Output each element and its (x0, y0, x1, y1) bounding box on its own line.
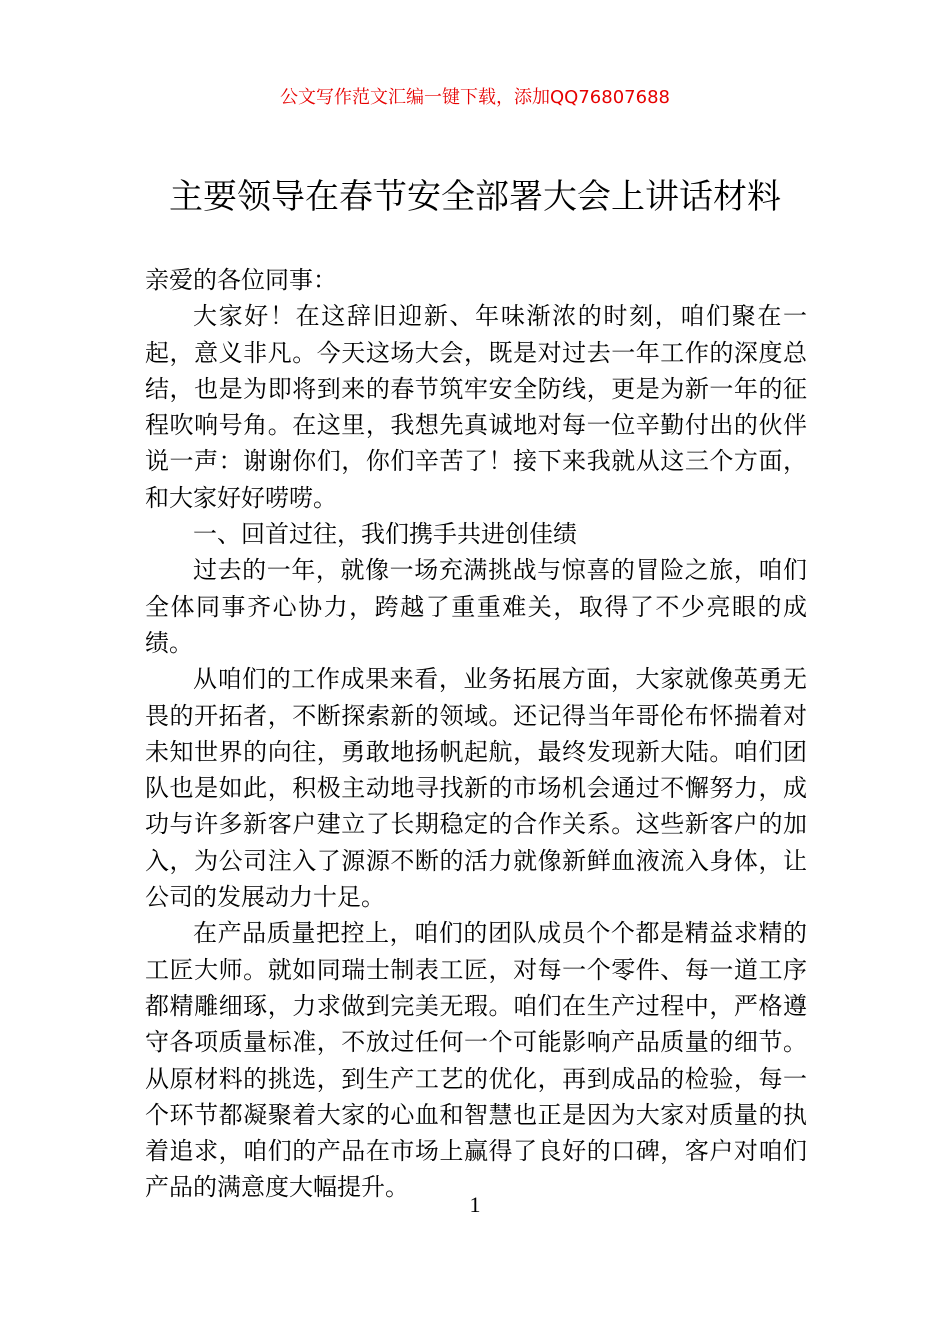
salutation: 亲爱的各位同事： (145, 266, 337, 294)
section-heading: 一、回首过往，我们携手共进创佳绩 (193, 520, 577, 549)
document-title: 主要领导在春节安全部署大会上讲话材料 (169, 177, 781, 217)
paragraph-opening: 大家好！在这辞旧迎新、年味渐浓的时刻，咱们聚在一起，意义非凡。今天这场大会，既是对过去一年工作的深度总结，也是为即将到来的春节筑牢安全防线，更是为新一年的征程吹响号角。在这里，我想先真诚地对每一位辛勤付出的伙伴说一声：谢谢你们，你们辛苦了！接下来我就从这三个方面，和大家好好唠唠。 (145, 302, 807, 512)
paragraph: 在产品质量把控上，咱们的团队成员个个都是精益求精的工匠大师。就如同瑞士制表工匠，对每一个零件、每一道工序都精雕细琢，力求做到完美无瑕。咱们在生产过程中，严格遵守各项质量标准，不放过任何一个可能影响产品质量的细节。从原材料的挑选，到生产工艺的优化，再到成品的检验，每一个环节都凝聚着大家的心血和智慧也正是因为大家对质量的执着追求，咱们的产品在市场上赢得了良好的口碑，客户对咱们产品的满意度大幅提升。 (145, 919, 807, 1202)
document-body (145, 262, 807, 1206)
page-number: 1 (469, 1192, 481, 1217)
paragraph: 从咱们的工作成果来看，业务拓展方面，大家就像英勇无畏的开拓者，不断探索新的领域。还记得当年哥伦布怀揣着对未知世界的向往，勇敢地扬帆起航，最终发现新大陆。咱们团队也是如此，积极主动地寻找新的市场机会通过不懈努力，成功与许多新客户建立了长期稳定的合作关系。这些新客户的加入，为公司注入了源源不断的活力就像新鲜血液流入身体，让公司的发展动力十足。 (145, 665, 807, 912)
paragraph: 过去的一年，就像一场充满挑战与惊喜的冒险之旅，咱们全体同事齐心协力，跨越了重重难关，取得了不少亮眼的成绩。 (145, 556, 807, 657)
download-notice: 公文写作范文汇编一键下载，添加QQ76807688 (280, 87, 670, 108)
